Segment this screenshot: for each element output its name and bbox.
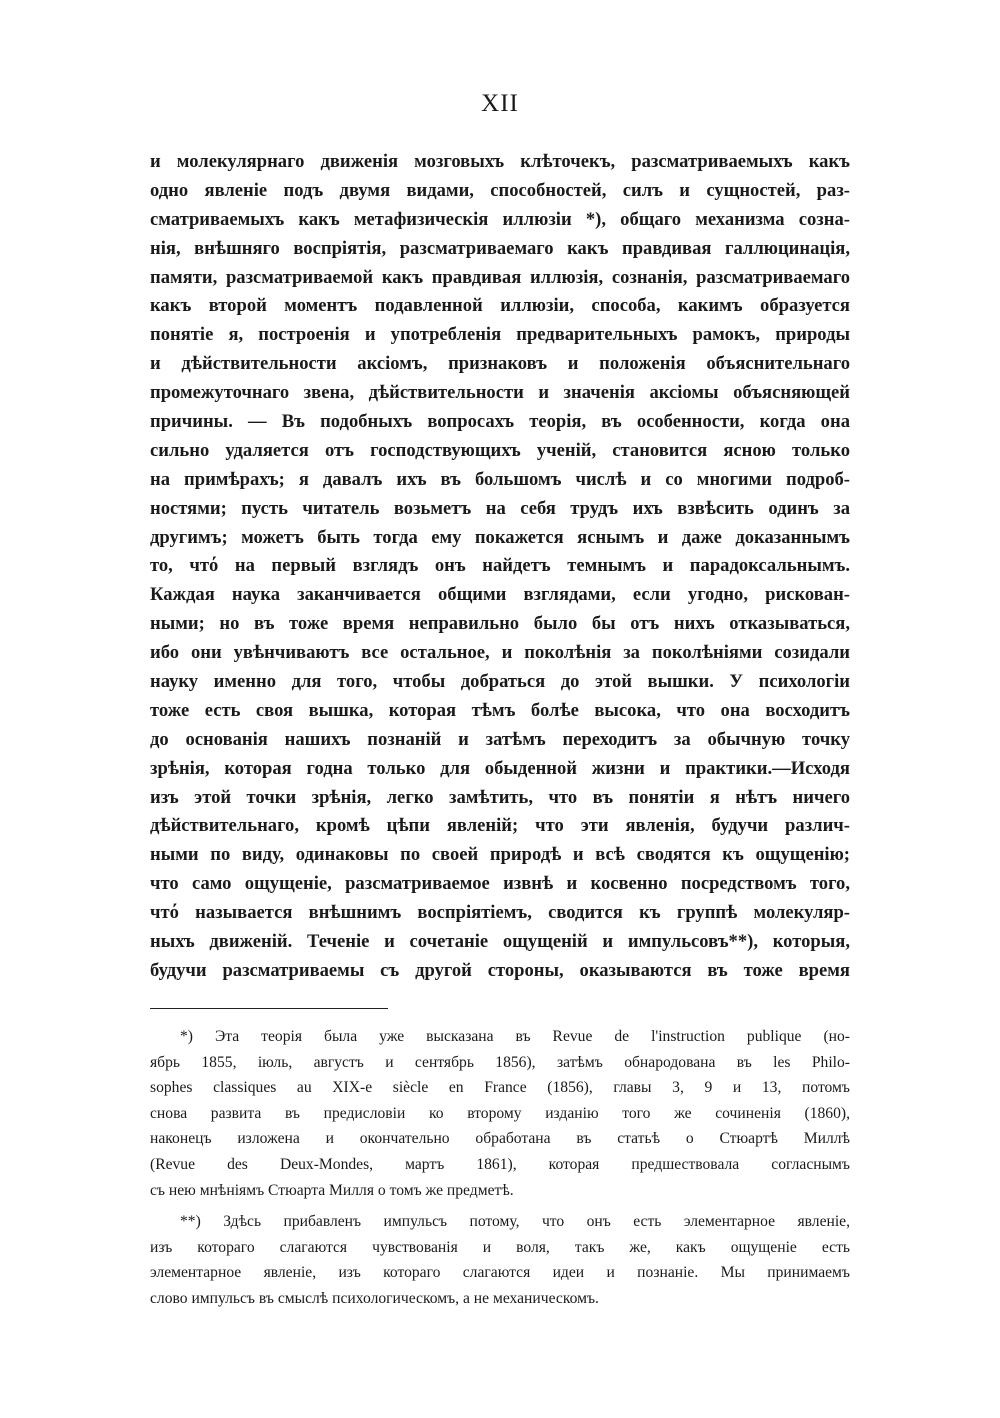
text-line: Каждая наука заканчивается общими взглядами, если угодно, рискован-: [150, 584, 850, 606]
text-line: ибо они увѣнчиваютъ все остальное, и поколѣнія за поколѣніями созидали: [150, 642, 850, 664]
text-line: тоже есть своя вышка, которая тѣмъ болѣе высока, что она восходитъ: [150, 699, 850, 721]
text-line: нія, внѣшняго воспріятія, разсматриваемаго какъ правдивая галлюцинація,: [150, 237, 850, 259]
text-line: дѣйствительнаго, кромѣ цѣпи явленій; что эти явленія, будучи различ-: [150, 815, 850, 837]
footnote-separator: [150, 1008, 388, 1009]
text-line: понятіе я, построенія и употребленія предварительныхъ рамокъ, природы: [150, 324, 850, 346]
text-line: будучи разсматриваемы съ другой стороны, оказываются въ тоже время: [150, 959, 850, 981]
text-line: ныхъ движеній. Теченіе и сочетаніе ощущеній и импульсовъ**), которыя,: [150, 931, 850, 953]
footnote-line: снова развита въ предисловіи ко второму изданію того же сочиненія (1860),: [150, 1104, 850, 1122]
main-text: [150, 148, 850, 986]
text-line: то, чтό на первый взглядъ онъ найдетъ темнымъ и парадоксальнымъ.: [150, 555, 850, 577]
text-line: на примѣрахъ; я давалъ ихъ въ большомъ числѣ и со многими подроб-: [150, 468, 850, 490]
text-line: ными; но въ тоже время неправильно было бы отъ нихъ отказываться,: [150, 613, 850, 635]
footnote-line: sophes classiques au XIX-e siècle en France (1856), главы 3, 9 и 13, потомъ: [150, 1079, 850, 1097]
text-line: сматриваемыхъ какъ метафизическія иллюзіи *), общаго механизма созна-: [150, 208, 850, 230]
footnote-line: съ нею мнѣніямъ Стюарта Милля о томъ же предметѣ.: [150, 1181, 514, 1199]
text-line: чтό называется внѣшнимъ воспріятіемъ, сводится къ группѣ молекуляр-: [150, 902, 850, 924]
text-line: и молекулярнаго движенія мозговыхъ клѣточекъ, разсматриваемыхъ какъ: [150, 151, 850, 172]
text-line: до основанія нашихъ познаній и затѣмъ переходитъ за обычную точку: [150, 728, 850, 750]
footnote-line: **) Здѣсь прибавленъ импульсъ потому, что онъ есть элементарное явленіе,: [180, 1213, 850, 1231]
page-number: XII: [481, 90, 519, 117]
text-line: какъ второй моментъ подавленной иллюзіи, способа, какимъ образуется: [150, 295, 850, 317]
text-line: зрѣнія, которая годна только для обыденной жизни и практики.—Исходя: [150, 757, 850, 779]
text-line: памяти, разсматриваемой какъ правдивая иллюзія, сознанія, разсматриваемаго: [150, 266, 850, 288]
footnotes: [150, 1024, 850, 1312]
text-line: ными по виду, одинаковы по своей природѣ и всѣ сводятся къ ощущенію;: [150, 844, 850, 866]
text-line: что само ощущеніе, разсматриваемое извнѣ и косвенно посредствомъ того,: [150, 873, 850, 895]
text-line: изъ этой точки зрѣнія, легко замѣтить, что въ понятіи я нѣтъ ничего: [150, 786, 850, 808]
text-line: сильно удаляется отъ господствующихъ ученій, становится ясною только: [150, 439, 850, 461]
text-line: одно явленіе подъ двумя видами, способностей, силъ и сущностей, раз-: [150, 179, 850, 201]
text-line: науку именно для того, чтобы добраться до этой вышки. У психологіи: [150, 671, 850, 693]
footnote-line: ябрь 1855, іюль, августъ и сентябрь 1856), затѣмъ обнародована въ les Philo-: [150, 1053, 850, 1071]
footnote-line: изъ котораго слагаются чувствованія и воля, такъ же, какъ ощущеніе есть: [150, 1238, 850, 1256]
text-line: промежуточнаго звена, дѣйствительности и значенія аксіомы объясняющей: [150, 382, 850, 404]
footnote-1: [150, 1024, 850, 1203]
footnote-line: наконецъ изложена и окончательно обработана въ статьѣ о Стюартѣ Миллѣ: [150, 1130, 850, 1148]
text-line: и дѣйствительности аксіомъ, признаковъ и положенія объяснительнаго: [150, 353, 850, 375]
text-line: ностями; пусть читатель возьметъ на себя трудъ ихъ взвѣсить одинъ за: [150, 497, 850, 519]
footnote-line: слово импульсъ въ смыслѣ психологическомъ, а не механическомъ.: [150, 1289, 599, 1307]
text-line: другимъ; можетъ быть тогда ему покажется яснымъ и даже доказаннымъ: [150, 526, 850, 548]
footnote-2: [150, 1209, 850, 1311]
footnote-line: (Revue des Deux-Mondes, мартъ 1861), которая предшествовала согласнымъ: [150, 1155, 850, 1173]
footnote-line: элементарное явленіе, изъ котораго слагаются идеи и познаніе. Мы принимаемъ: [150, 1264, 850, 1282]
text-line: причины. — Въ подобныхъ вопросахъ теорія, въ особенности, когда она: [150, 411, 850, 433]
footnote-line: *) Эта теорія была уже высказана въ Revue de l'instruction publique (но-: [180, 1028, 850, 1045]
